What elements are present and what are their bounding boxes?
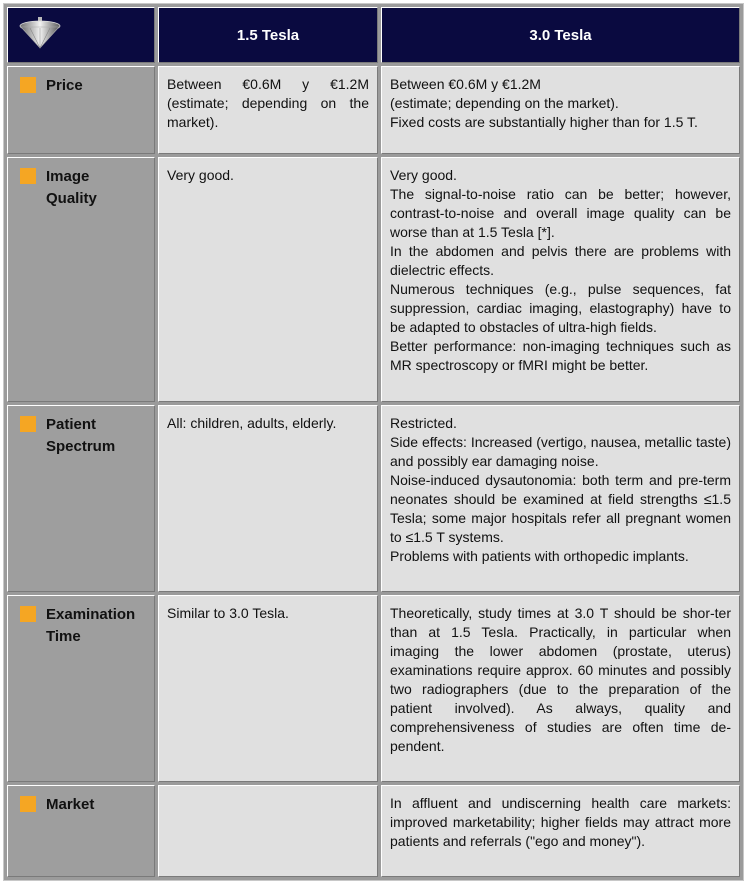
- row-label-line: Market: [46, 795, 95, 813]
- row-label: [20, 416, 146, 458]
- cell-text: Between €0.6M y €1.2M: [390, 76, 541, 92]
- orange-square-bullet-icon: [20, 77, 36, 93]
- header-row: [7, 7, 740, 63]
- table-row: [7, 785, 740, 877]
- table-row: [7, 157, 740, 402]
- cell-text: Very good.: [167, 167, 234, 184]
- cell-text: Noise-induced dysautonomia: both term and pre-term neonates should be examined at field strengths ≤1.5 Tesla; some major hospitals refer all pregnant women to ≤1.5 T systems.: [390, 472, 731, 546]
- cell-text: Numerous techniques (e.g., pulse sequences, fat suppression, cardiac imaging, elastography) have to be adapted to obstacles of ultra-high fields.: [390, 281, 731, 336]
- row-label: [20, 77, 146, 97]
- row-label: [20, 796, 146, 816]
- cell-text: Side effects: Increased (vertigo, nausea, metallic taste) and possibly ear damaging noise.: [390, 434, 731, 470]
- cell-text: Similar to 3.0 Tesla.: [167, 604, 289, 621]
- row-label-line: Price: [46, 77, 83, 94]
- cell-text: In affluent and undiscerning health care markets: improved marketability; higher fields may attract more patients and referrals ("ego and money").: [390, 794, 731, 849]
- row-label-text: [46, 794, 94, 816]
- cell-text: Restricted.: [390, 415, 457, 432]
- row-label-cell: [7, 405, 155, 592]
- cell-1-5-tesla: [158, 405, 378, 592]
- row-label: [20, 168, 146, 210]
- cell-3-0-tesla: [381, 157, 740, 402]
- row-label: [20, 606, 146, 648]
- row-label-line: Quality: [46, 190, 97, 208]
- row-label-line: Patient: [46, 416, 97, 434]
- cell-3-0-tesla: [381, 66, 740, 154]
- row-label-cell: [7, 157, 155, 402]
- table-body: [7, 66, 740, 877]
- cell-text: Better performance: non-imaging techniques such as MR spectroscopy or fMRI might be better.: [390, 338, 731, 374]
- cell-text: Very good.: [390, 167, 457, 184]
- cell-3-0-tesla: [381, 785, 740, 877]
- table-row: [7, 66, 740, 154]
- cell-3-0-tesla: [381, 595, 740, 782]
- comparison-table-frame: [3, 3, 744, 881]
- orange-square-bullet-icon: [20, 168, 36, 184]
- table-row: [7, 405, 740, 592]
- spinning-top-icon: [18, 15, 62, 51]
- row-label-line: Examination: [46, 605, 136, 623]
- cell-1-5-tesla: [158, 595, 378, 782]
- orange-square-bullet-icon: [20, 416, 36, 432]
- cell-1-5-tesla: [158, 785, 378, 877]
- row-label-cell: [7, 595, 155, 782]
- cell-text: All: children, adults, elderly.: [167, 415, 337, 432]
- orange-square-bullet-icon: [20, 606, 36, 622]
- cell-text: The signal-to-noise ratio can be better; however, contrast-to-noise and overall image quality can be worse than at 1.5 Tesla [*].: [390, 186, 731, 241]
- header-3-0-tesla: 3.0 Tesla: [381, 7, 740, 63]
- row-label-cell: [7, 785, 155, 877]
- cell-text: Theoretically, study times at 3.0 T should be shor-ter than at 1.5 Tesla. Practically, in particular when imaging the lower abdomen (prostate, uterus) examinations require approx. 60 minutes and possibly two radiographers (due to the preparation of the patient involved). As always, quality and comprehensiveness of studies are often time de-pendent.: [390, 604, 731, 754]
- row-label-line: Image: [46, 168, 90, 186]
- row-label-line: Time: [46, 627, 81, 645]
- cell-1-5-tesla: [158, 157, 378, 402]
- row-label-text: [46, 414, 115, 458]
- cell-text: Between €0.6M y €1.2M (estimate; depending on the market).: [167, 76, 369, 130]
- row-label-line: Spectrum: [46, 438, 116, 456]
- row-label-text: [46, 604, 135, 648]
- logo-cell: [7, 7, 155, 63]
- cell-text: (estimate; depending on the market).: [390, 95, 619, 111]
- row-label-text: [46, 166, 97, 210]
- cell-3-0-tesla: [381, 405, 740, 592]
- cell-text: Fixed costs are substantially higher than for 1.5 T.: [390, 114, 698, 130]
- row-label-cell: [7, 66, 155, 154]
- cell-text: In the abdomen and pelvis there are problems with dielectric effects.: [390, 243, 731, 279]
- cell-text: Problems with patients with orthopedic implants.: [390, 548, 689, 565]
- header-1-5-tesla: 1.5 Tesla: [158, 7, 378, 63]
- comparison-table: [4, 4, 743, 880]
- row-label-text: [46, 75, 83, 97]
- cell-1-5-tesla: [158, 66, 378, 154]
- orange-square-bullet-icon: [20, 796, 36, 812]
- table-row: [7, 595, 740, 782]
